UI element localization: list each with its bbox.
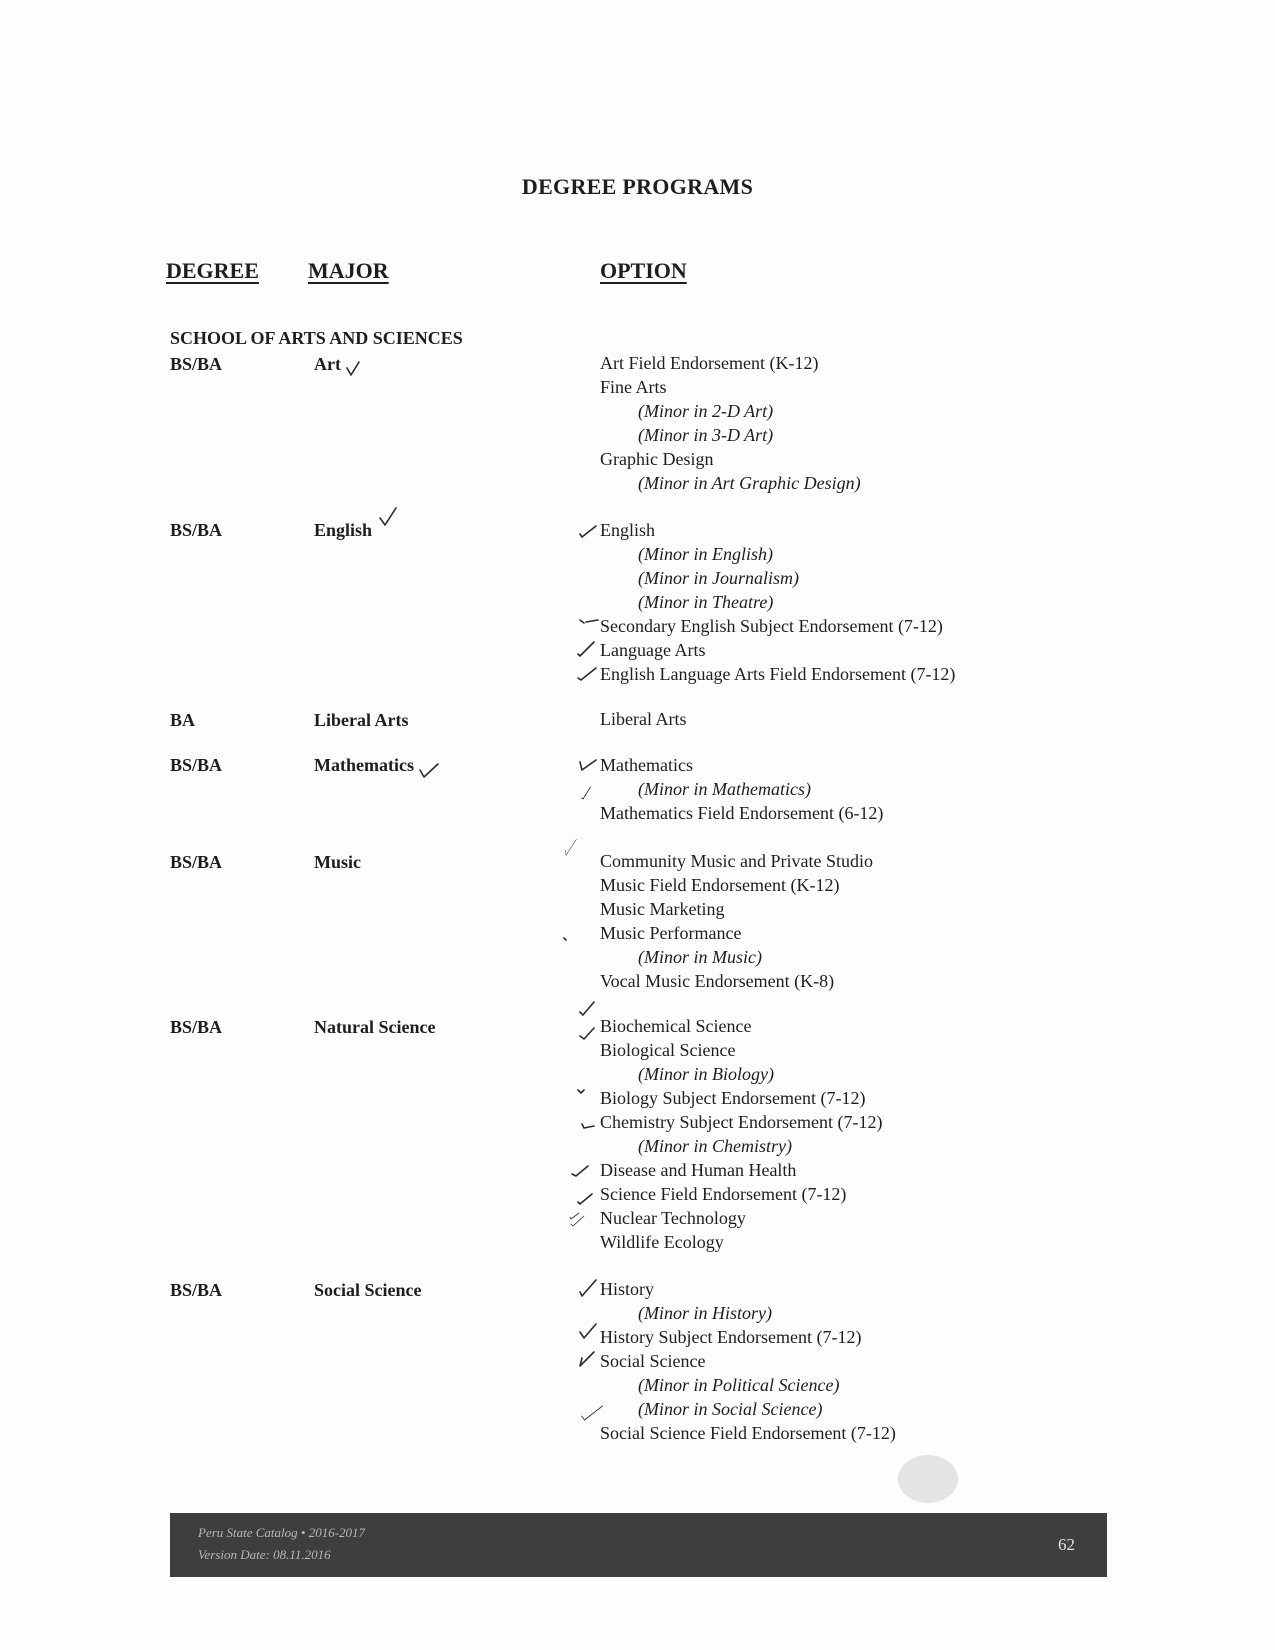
option-column-header: OPTION (600, 258, 687, 283)
major-column-header: MAJOR (308, 258, 389, 283)
minor-item: (Minor in 3-D Art) (638, 425, 774, 445)
major-cell-english: English (314, 520, 373, 540)
checkmark-icon (578, 614, 604, 634)
minor-item: (Minor in Social Science) (638, 1399, 823, 1419)
option-item: Liberal Arts (600, 709, 687, 729)
degree-cell: BA (170, 710, 196, 730)
option-item: Science Field Endorsement (7-12) (600, 1184, 847, 1204)
minor-item: (Minor in Political Science) (638, 1375, 840, 1395)
checkmark-icon (578, 1324, 604, 1344)
degree-cell: BS/BA (170, 852, 223, 872)
checkmark-icon (418, 760, 444, 780)
footer-catalog: Peru State Catalog • 2016-2017 (198, 1525, 366, 1540)
degree-cell: BS/BA (170, 354, 223, 374)
option-item: History Subject Endorsement (7-12) (600, 1327, 862, 1347)
minor-item: (Minor in Art Graphic Design) (638, 473, 861, 493)
option-item: Vocal Music Endorsement (K-8) (600, 971, 835, 991)
option-item: Biochemical Science (600, 1016, 752, 1036)
option-item: Biological Science (600, 1040, 736, 1060)
major-cell-music: Music (314, 852, 361, 872)
option-item: English (600, 520, 656, 540)
footer-version: Version Date: 08.11.2016 (198, 1547, 331, 1562)
major-cell-art: Art (314, 354, 341, 374)
degree-cell: BS/BA (170, 755, 223, 775)
option-item: Disease and Human Health (600, 1160, 797, 1180)
option-item: Graphic Design (600, 449, 714, 469)
checkmark-icon (344, 358, 370, 378)
option-item: Language Arts (600, 640, 706, 660)
option-item: Mathematics Field Endorsement (6-12) (600, 803, 884, 823)
checkmark-icon (576, 1186, 602, 1206)
option-item: History (600, 1279, 654, 1299)
option-item: Chemistry Subject Endorsement (7-12) (600, 1112, 883, 1132)
school-heading: SCHOOL OF ARTS AND SCIENCES (170, 328, 463, 348)
major-cell-mathematics: Mathematics (314, 755, 414, 775)
checkmark-icon (578, 1026, 604, 1046)
option-item: Community Music and Private Studio (600, 851, 873, 871)
checkmark-icon (576, 662, 602, 682)
option-item: Mathematics (600, 755, 693, 775)
minor-item: (Minor in Mathematics) (638, 779, 811, 799)
option-item: Music Performance (600, 923, 742, 943)
page-title: DEGREE PROGRAMS (521, 174, 754, 199)
checkmark-icon (578, 1000, 604, 1020)
checkmark-icon (578, 1278, 604, 1298)
checkmark-icon (558, 838, 584, 858)
checkmark-icon (576, 1084, 602, 1104)
checkmark-icon (578, 520, 604, 540)
option-item: Nuclear Technology (600, 1208, 746, 1228)
checkmark-icon (578, 756, 604, 776)
checkmark-icon (378, 508, 404, 528)
degree-cell: BS/BA (170, 1280, 223, 1300)
checkmark-icon (574, 780, 600, 800)
option-item: Fine Arts (600, 377, 667, 397)
checkmark-icon (570, 1160, 596, 1180)
minor-item: (Minor in History) (638, 1303, 772, 1323)
minor-item: (Minor in Biology) (638, 1064, 774, 1084)
minor-item: (Minor in 2-D Art) (638, 401, 774, 421)
page-number: 62 (1058, 1535, 1075, 1554)
option-item: English Language Arts Field Endorsement (7-12) (600, 664, 956, 684)
degree-cell: BS/BA (170, 1017, 223, 1037)
option-item: Secondary English Subject Endorsement (7-12) (600, 616, 943, 636)
checkmark-icon (576, 638, 602, 658)
checkmark-icon (566, 1208, 592, 1228)
footer-bar (170, 1513, 1107, 1577)
minor-item: (Minor in Chemistry) (638, 1136, 792, 1156)
option-item: Art Field Endorsement (K-12) (600, 353, 819, 373)
minor-item: (Minor in English) (638, 544, 773, 564)
paper-smudge (898, 1455, 958, 1503)
minor-item: (Minor in Theatre) (638, 592, 774, 612)
option-item: Social Science Field Endorsement (7-12) (600, 1423, 896, 1443)
minor-item: (Minor in Music) (638, 947, 762, 967)
major-cell-social-science: Social Science (314, 1280, 422, 1300)
major-cell-natural-science: Natural Science (314, 1017, 436, 1037)
option-item: Biology Subject Endorsement (7-12) (600, 1088, 866, 1108)
checkmark-icon (558, 928, 584, 948)
checkmark-icon (580, 1112, 606, 1132)
degree-column-header: DEGREE (166, 258, 259, 283)
degree-cell: BS/BA (170, 520, 223, 540)
checkmark-icon (578, 1350, 604, 1370)
option-item: Music Marketing (600, 899, 725, 919)
option-item: Wildlife Ecology (600, 1232, 724, 1252)
minor-item: (Minor in Journalism) (638, 568, 799, 588)
major-cell-liberal-arts: Liberal Arts (314, 710, 409, 730)
option-item: Social Science (600, 1351, 706, 1371)
checkmark-icon (580, 1404, 606, 1424)
option-item: Music Field Endorsement (K-12) (600, 875, 840, 895)
